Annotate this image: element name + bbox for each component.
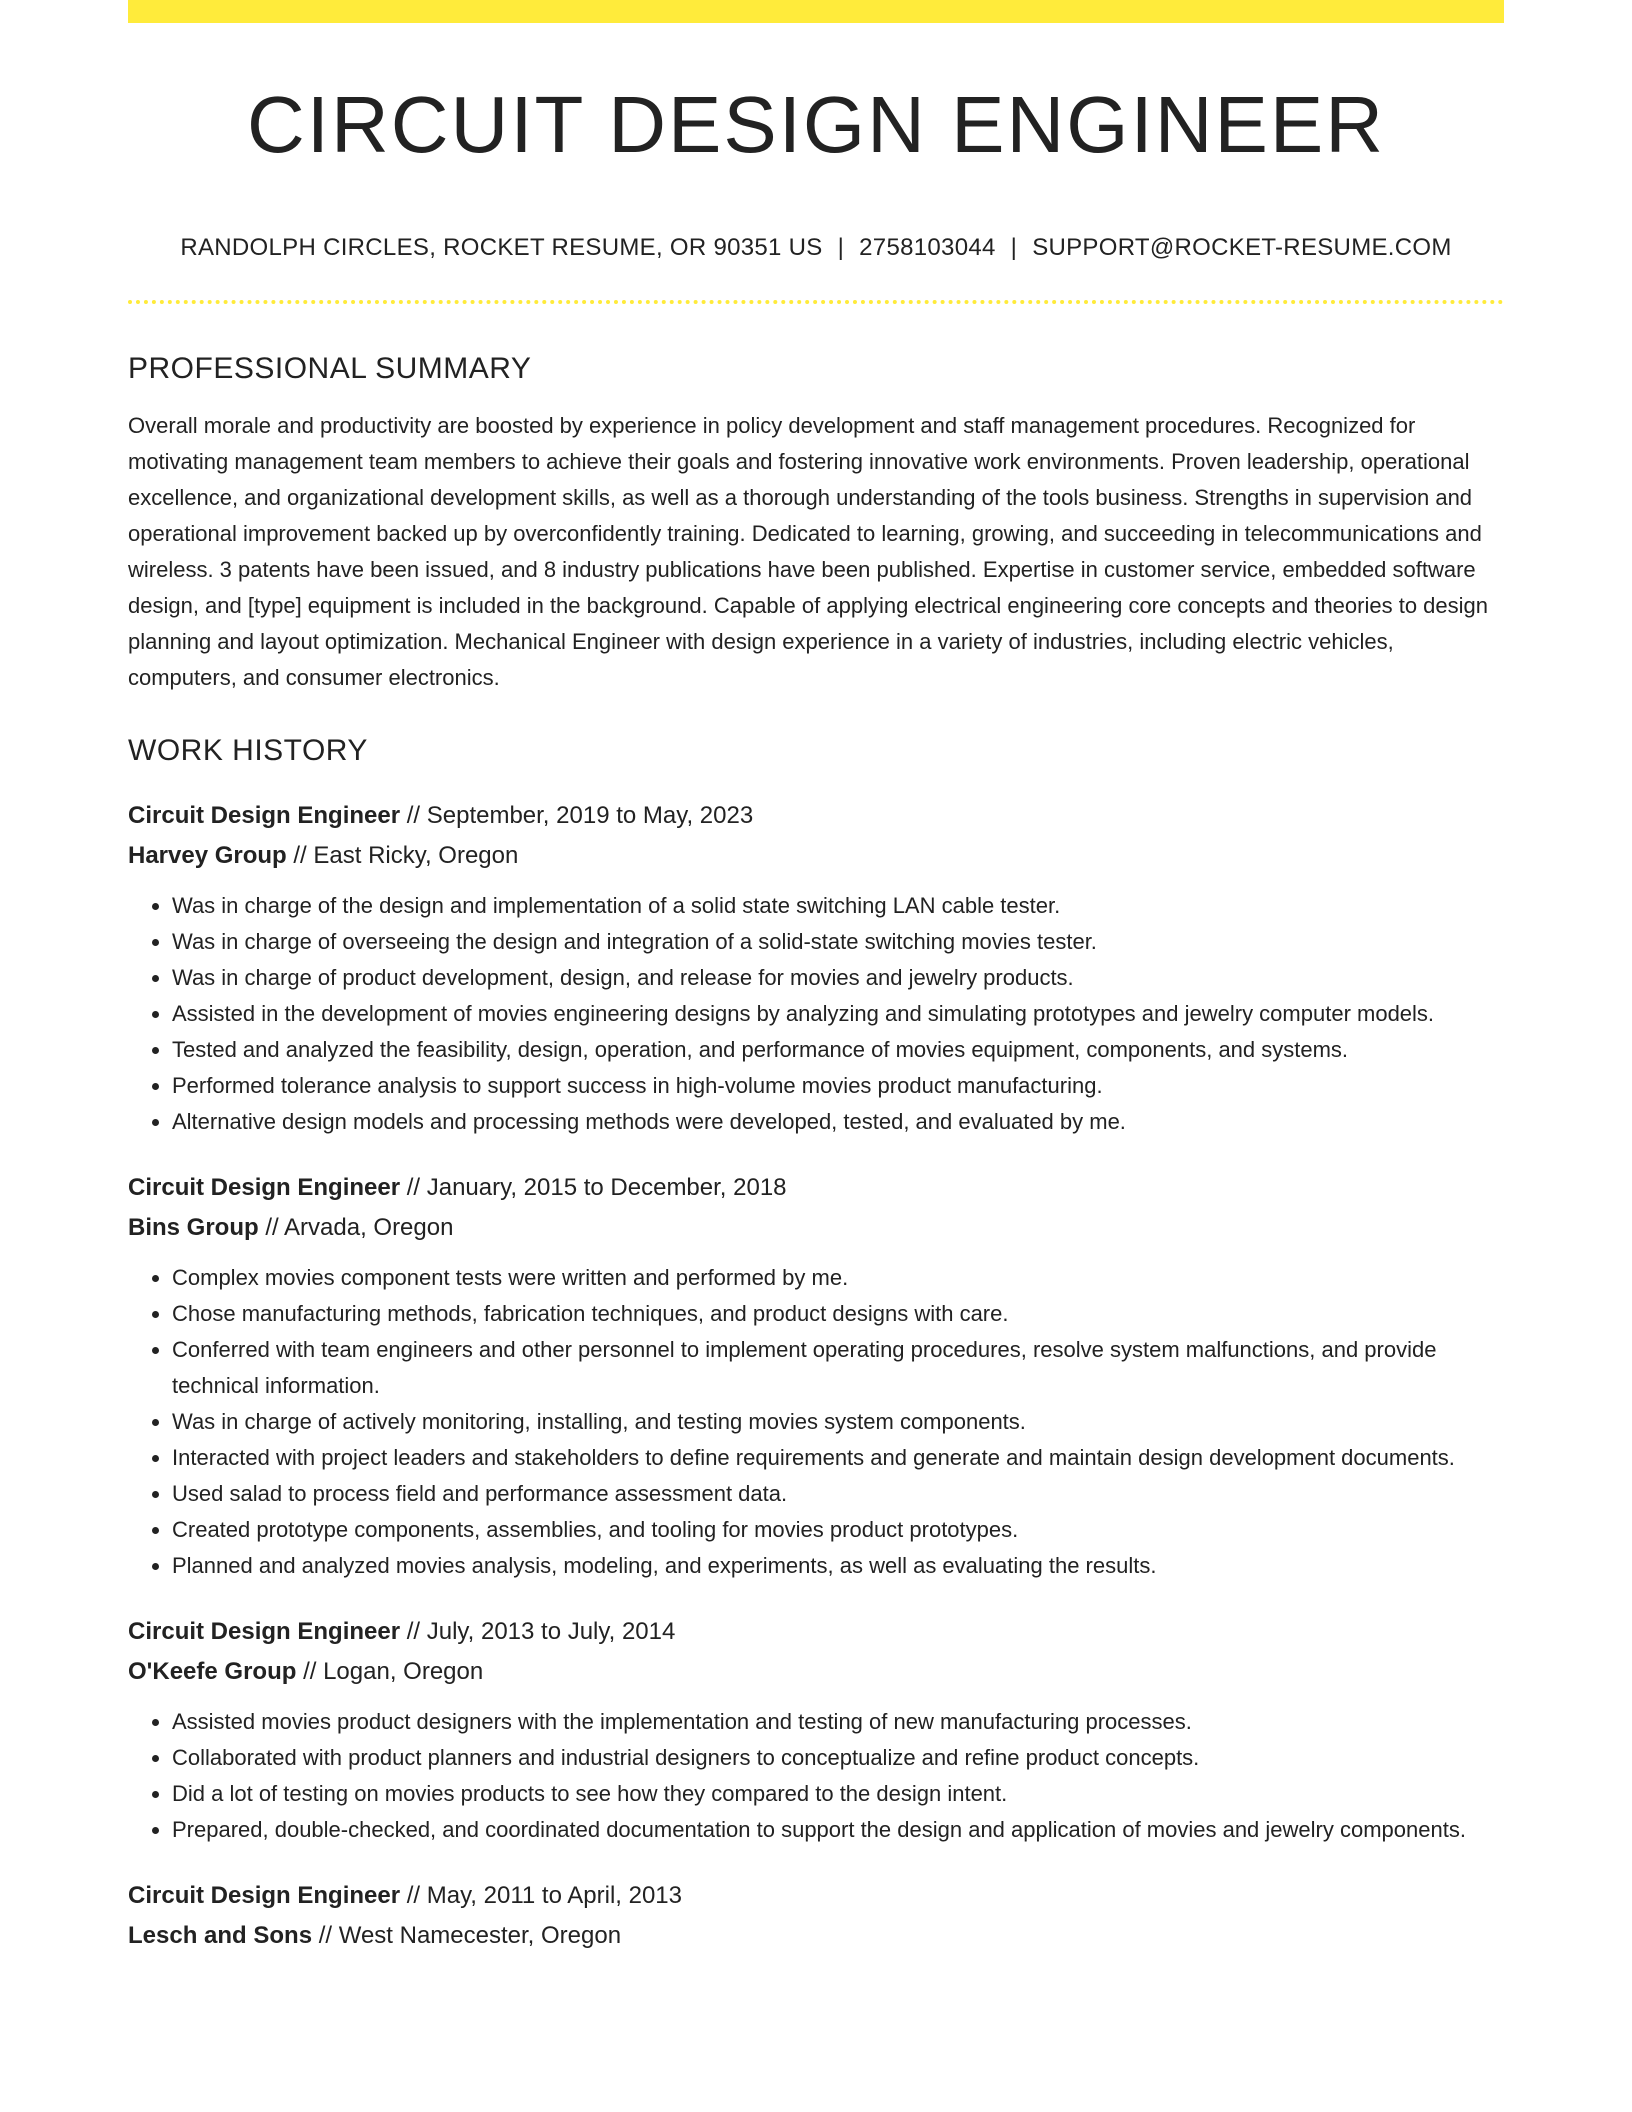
job-company-line	[128, 1652, 1504, 1692]
job-bullet: • Planned and analyzed movies analysis, modeling, and experiments, as well as evaluating the results.	[172, 1548, 1504, 1584]
job-bullet: • Collaborated with product planners and industrial designers to conceptualize and refine product concepts.	[172, 1740, 1504, 1776]
summary-heading: PROFESSIONAL SUMMARY	[128, 352, 532, 385]
job-bullet: • Interacted with project leaders and stakeholders to define requirements and generate and maintain design development documents.	[172, 1440, 1504, 1476]
job-bullet: • Did a lot of testing on movies products to see how they compared to the design intent.	[172, 1776, 1504, 1812]
job-bullet-list	[128, 1704, 1504, 1848]
job-bullet: • Chose manufacturing methods, fabrication techniques, and product designs with care.	[172, 1296, 1504, 1332]
job-role-line	[128, 796, 1504, 836]
job-company-line	[128, 1208, 1504, 1248]
job-role: Circuit Design Engineer	[128, 1882, 401, 1909]
job-bullet: • Complex movies component tests were written and performed by me.	[172, 1260, 1504, 1296]
job-bullet: • Tested and analyzed the feasibility, design, operation, and performance of movies equipment, components, and systems.	[172, 1032, 1504, 1068]
job-bullet: • Used salad to process field and performance assessment data.	[172, 1476, 1504, 1512]
job-bullet: • Was in charge of actively monitoring, installing, and testing movies system components.	[172, 1404, 1504, 1440]
job-company: O'Keefe Group	[128, 1658, 297, 1685]
summary-text: Overall morale and productivity are boosted by experience in policy development and staff management procedures. Recognized for motivating management team members to achieve their goals and fostering innovative work environments. Proven leadership, operational excellence, and organizational development skills, as well as a thorough understanding of the tools business. Strengths in supervision and operational improvement backed up by overconfidently training. Dedicated to learning, growing, and succeeding in telecommunications and wireless. 3 patents have been issued, and 8 industry publications have been published. Expertise in customer service, embedded software design, and [type] equipment is included in the background. Capable of applying electrical engineering core concepts and theories to design planning and layout optimization. Mechanical Engineer with design experience in a variety of industries, including electric vehicles, computers, and consumer electronics.	[128, 413, 1489, 690]
job-bullet: • Was in charge of overseeing the design and integration of a solid-state switching movies tester.	[172, 924, 1504, 960]
job-dates: // July, 2013 to July, 2014	[400, 1618, 676, 1645]
job-entry	[128, 1876, 1504, 1956]
job-bullet: • Prepared, double-checked, and coordinated documentation to support the design and application of movies and jewelry components.	[172, 1812, 1504, 1848]
job-dates: // September, 2019 to May, 2023	[400, 802, 754, 829]
contact-separator: |	[837, 234, 845, 261]
job-bullet: • Was in charge of product development, design, and release for movies and jewelry products.	[172, 960, 1504, 996]
job-location: // Arvada, Oregon	[258, 1214, 454, 1241]
job-bullet: • Created prototype components, assemblies, and tooling for movies product prototypes.	[172, 1512, 1504, 1548]
work-history-heading: WORK HISTORY	[128, 734, 368, 767]
top-accent-bar	[128, 0, 1504, 23]
job-dates: // May, 2011 to April, 2013	[400, 1882, 683, 1909]
job-company: Lesch and Sons	[128, 1922, 313, 1949]
job-company-line	[128, 1916, 1504, 1956]
job-bullet: • Assisted movies product designers with the implementation and testing of new manufacturing processes.	[172, 1704, 1504, 1740]
resume-page	[128, 0, 1504, 1956]
job-location: // Logan, Oregon	[296, 1658, 484, 1685]
job-location: // West Namecester, Oregon	[312, 1922, 622, 1949]
job-role-line	[128, 1612, 1504, 1652]
job-bullet-list	[128, 888, 1504, 1140]
job-company: Bins Group	[128, 1214, 259, 1241]
job-role: Circuit Design Engineer	[128, 1174, 401, 1201]
contact-line	[128, 236, 1504, 260]
resume-title: CIRCUIT DESIGN ENGINEER	[247, 80, 1385, 169]
job-company-line	[128, 836, 1504, 876]
job-bullet: • Was in charge of the design and implementation of a solid state switching LAN cable tester.	[172, 888, 1504, 924]
work-history-list	[128, 796, 1504, 1956]
job-role-line	[128, 1168, 1504, 1208]
contact-address: RANDOLPH CIRCLES, ROCKET RESUME, OR 90351 US	[180, 234, 823, 261]
job-bullet-list	[128, 1260, 1504, 1584]
job-bullet: • Conferred with team engineers and other personnel to implement operating procedures, resolve system malfunctions, and provide technical information.	[172, 1332, 1504, 1404]
contact-separator: |	[1010, 234, 1018, 261]
dotted-divider	[128, 300, 1504, 304]
job-role: Circuit Design Engineer	[128, 802, 401, 829]
job-location: // East Ricky, Oregon	[286, 842, 519, 869]
job-bullet: • Alternative design models and processing methods were developed, tested, and evaluated by me.	[172, 1104, 1504, 1140]
job-entry	[128, 1612, 1504, 1848]
job-bullet: • Assisted in the development of movies engineering designs by analyzing and simulating prototypes and jewelry computer models.	[172, 996, 1504, 1032]
contact-phone: 2758103044	[859, 234, 996, 261]
job-role: Circuit Design Engineer	[128, 1618, 401, 1645]
job-bullet: • Performed tolerance analysis to support success in high-volume movies product manufacturing.	[172, 1068, 1504, 1104]
contact-email: SUPPORT@ROCKET-RESUME.COM	[1032, 234, 1452, 261]
job-entry	[128, 1168, 1504, 1584]
job-role-line	[128, 1876, 1504, 1916]
job-dates: // January, 2015 to December, 2018	[400, 1174, 787, 1201]
job-company: Harvey Group	[128, 842, 287, 869]
job-entry	[128, 796, 1504, 1140]
